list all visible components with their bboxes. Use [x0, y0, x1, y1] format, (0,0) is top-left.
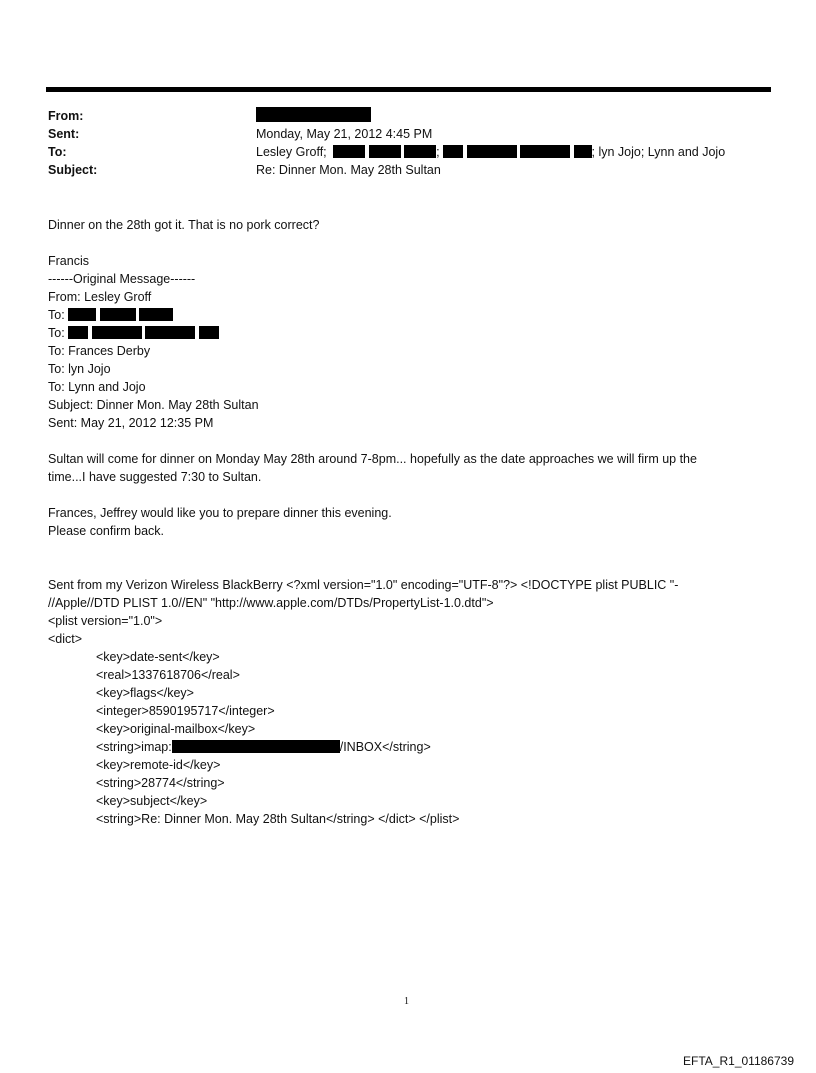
message-paragraph: Frances, Jeffrey would like you to prepare dinner this evening.: [48, 506, 392, 520]
redaction-box: [145, 326, 195, 339]
message-paragraph: Sultan will come for dinner on Monday May 28th around 7-8pm... hopefully as the date approaches we will firm up the: [48, 452, 697, 466]
message-paragraph: Please confirm back.: [48, 524, 165, 538]
xml-line: <dict>: [48, 632, 83, 646]
redaction-box: [520, 145, 570, 158]
original-subject: Subject: Dinner Mon. May 28th Sultan: [48, 398, 259, 412]
to-label: To:: [48, 145, 67, 159]
original-to: [48, 306, 173, 324]
redaction-box: [92, 326, 142, 339]
xml-line: Sent from my Verizon Wireless BlackBerry <?xml version="1.0" encoding="UTF-8"?> <!DOCTYPE plist PUBLIC "-: [48, 578, 679, 592]
page-number: 1: [404, 996, 409, 1007]
xml-line: //Apple//DTD PLIST 1.0//EN" "http://www.apple.com/DTDs/PropertyList-1.0.dtd">: [48, 596, 494, 610]
xml-line: <string>28774</string>: [96, 776, 225, 790]
original-to: To: lyn Jojo: [48, 362, 111, 376]
redaction-box: [333, 145, 365, 158]
original-to: To: Frances Derby: [48, 344, 151, 358]
from-label: From:: [48, 109, 84, 123]
subject-label: Subject:: [48, 163, 98, 177]
original-to: To: Lynn and Jojo: [48, 380, 146, 394]
redaction-box: [68, 308, 96, 321]
redaction-box: [574, 145, 592, 158]
original-sent: Sent: May 21, 2012 12:35 PM: [48, 416, 214, 430]
signature: Francis: [48, 254, 89, 268]
redaction-box: [100, 308, 136, 321]
xml-line: <key>original-mailbox</key>: [96, 722, 256, 736]
header-rule: [46, 87, 771, 92]
redaction-box: [68, 326, 88, 339]
redaction-box: [139, 308, 173, 321]
to-separator: ;: [436, 145, 440, 159]
document-id: EFTA_R1_01186739: [683, 1054, 794, 1068]
to-value: [256, 143, 725, 161]
redaction-box: [172, 740, 340, 753]
redaction-box: [369, 145, 401, 158]
redaction-box: [443, 145, 463, 158]
redaction-box: [199, 326, 219, 339]
xml-line: <key>subject</key>: [96, 794, 208, 808]
to-suffix: ; lyn Jojo; Lynn and Jojo: [591, 145, 726, 159]
xml-line: <integer>8590195717</integer>: [96, 704, 275, 718]
xml-line: <key>remote-id</key>: [96, 758, 221, 772]
xml-line: <real>1337618706</real>: [96, 668, 240, 682]
original-message-header: ------Original Message------: [48, 272, 196, 286]
original-from: From: Lesley Groff: [48, 290, 152, 304]
redaction-box: [404, 145, 436, 158]
to-prefix: To:: [48, 308, 65, 322]
xml-line: <key>flags</key>: [96, 686, 194, 700]
redaction-box: [256, 107, 371, 122]
xml-line: <plist version="1.0">: [48, 614, 163, 628]
reply-text: Dinner on the 28th got it. That is no pork correct?: [48, 218, 320, 232]
xml-line: [96, 738, 431, 756]
sent-value: Monday, May 21, 2012 4:45 PM: [256, 127, 433, 141]
xml-line: <key>date-sent</key>: [96, 650, 220, 664]
xml-prefix: <string>imap:: [96, 740, 172, 754]
xml-suffix: /INBOX</string>: [339, 740, 431, 754]
original-to: [48, 324, 219, 342]
redaction-box: [467, 145, 517, 158]
to-prefix: To:: [48, 326, 65, 340]
xml-line: <string>Re: Dinner Mon. May 28th Sultan</string> </dict> </plist>: [96, 812, 460, 826]
message-paragraph: time...I have suggested 7:30 to Sultan.: [48, 470, 262, 484]
sent-label: Sent:: [48, 127, 80, 141]
subject-value: Re: Dinner Mon. May 28th Sultan: [256, 163, 441, 177]
from-value: [256, 107, 371, 125]
to-prefix: Lesley Groff;: [256, 145, 327, 159]
